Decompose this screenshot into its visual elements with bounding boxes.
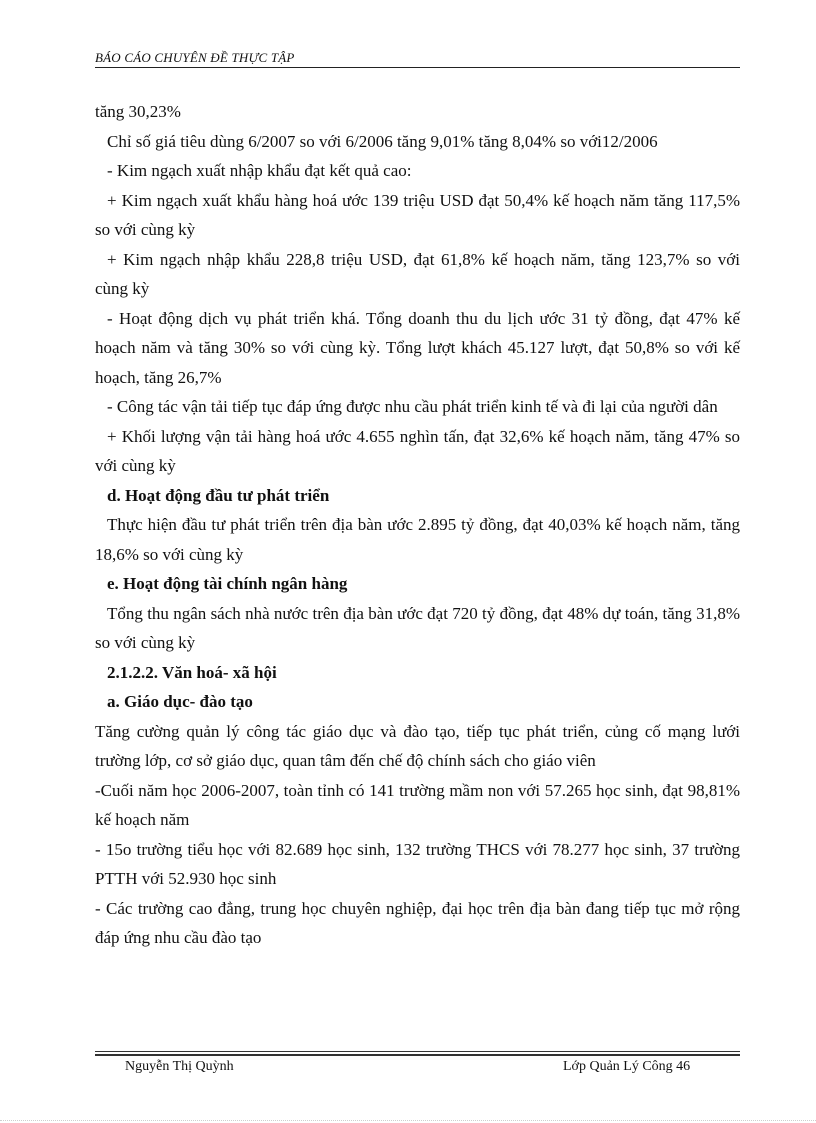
header-title: BÁO CÁO CHUYÊN ĐỀ THỰC TẬP [95, 50, 295, 65]
section-heading-e: e. Hoạt động tài chính ngân hàng [107, 574, 348, 593]
paragraph: + Kim ngạch nhập khẩu 228,8 triệu USD, đạt 61,8% kế hoạch năm, tăng 123,7% so với cùng kỳ [95, 249, 740, 298]
footer-rule [95, 1051, 740, 1052]
paragraph: - Công tác vận tải tiếp tục đáp ứng được nhu cầu phát triển kinh tế và đi lại của người dân [107, 397, 718, 416]
paragraph: - Hoạt động dịch vụ phát triển khá. Tổng doanh thu du lịch ước 31 tỷ đồng, đạt 47% kế hoạch năm và tăng 30% so với cùng kỳ. Tổng lượt khách 45.127 lượt, đạt 50,8% so với kế hoạch, tăng 26,7% [95, 308, 740, 387]
section-heading-a: a. Giáo dục- đào tạo [107, 692, 253, 711]
paragraph: -Cuối năm học 2006-2007, toàn tỉnh có 141 trường mầm non với 57.265 học sinh, đạt 98,81% kế hoạch năm [95, 780, 740, 829]
document-body [95, 97, 740, 953]
paragraph: Tăng cường quản lý công tác giáo dục và đào tạo, tiếp tục phát triển, củng cố mạng lưới trường lớp, cơ sở giáo dục, quan tâm đến chế độ chính sách cho giáo viên [95, 721, 740, 770]
paragraph: Thực hiện đầu tư phát triển trên địa bàn ước 2.895 tỷ đồng, đạt 40,03% kế hoạch năm, tăng 18,6% so với cùng kỳ [95, 515, 740, 564]
paragraph: tăng 30,23% [95, 102, 181, 121]
section-heading-2-1-2-2: 2.1.2.2. Văn hoá- xã hội [107, 662, 277, 682]
paragraph: Chỉ số giá tiêu dùng 6/2007 so với 6/2006 tăng 9,01% tăng 8,04% so với12/2006 [107, 131, 658, 151]
section-heading-d: d. Hoạt động đầu tư phát triển [107, 485, 330, 505]
paragraph: - Các trường cao đẳng, trung học chuyên nghiệp, đại học trên địa bàn đang tiếp tục mở rộng đáp ứng nhu cầu đào tạo [95, 898, 740, 947]
paragraph: + Khối lượng vận tải hàng hoá ước 4.655 nghìn tấn, đạt 32,6% kế hoạch năm, tăng 47% so với cùng kỳ [95, 426, 740, 475]
footer-author: Nguyễn Thị Quỳnh [125, 1059, 234, 1074]
footer-class: Lớp Quản Lý Công 46 [563, 1059, 691, 1074]
paragraph: - 15o trường tiểu học với 82.689 học sinh, 132 trường THCS với 78.277 học sinh, 37 trường PTTH với 52.930 học sinh [95, 839, 740, 888]
footer-rule-thick [95, 1054, 740, 1056]
header-rule [95, 67, 740, 68]
page-edge [0, 1120, 816, 1121]
paragraph: - Kim ngạch xuất nhập khẩu đạt kết quả cao: [107, 161, 412, 180]
paragraph: + Kim ngạch xuất khẩu hàng hoá ước 139 triệu USD đạt 50,4% kế hoạch năm tăng 117,5% so với cùng kỳ [95, 190, 740, 239]
paragraph: Tổng thu ngân sách nhà nước trên địa bàn ước đạt 720 tỷ đồng, đạt 48% dự toán, tăng 31,8% so với cùng kỳ [95, 603, 740, 652]
